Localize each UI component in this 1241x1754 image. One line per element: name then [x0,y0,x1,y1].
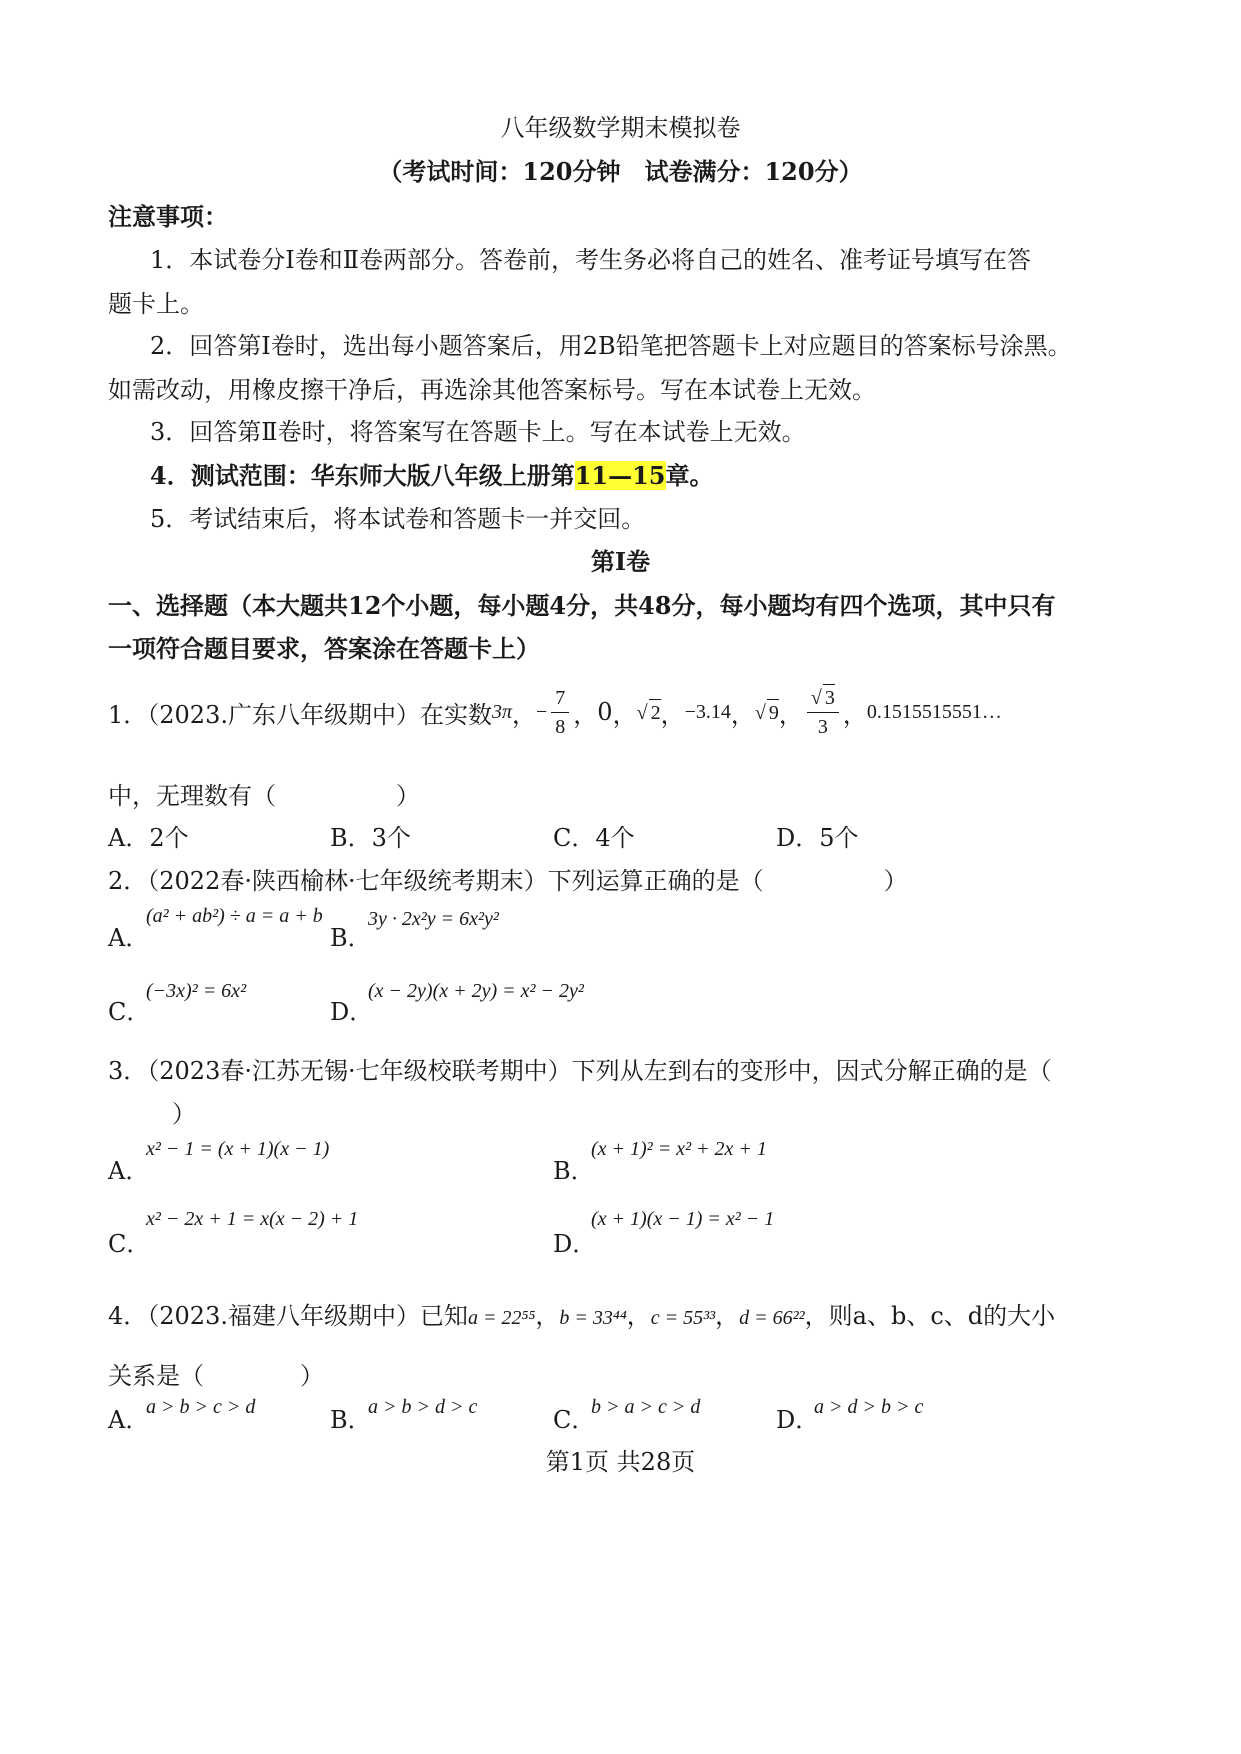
q1-frac1-num: 7 [551,684,569,713]
q4-prefix: 4．（2023.福建八年级期中）已知 [108,1302,468,1330]
q1-option-b: B．3个 [330,824,411,852]
q4-option-d-expr: a > d > b > c [814,1396,924,1418]
q2-option-c-expr: (−3x)² = 6x² [146,980,247,1002]
q2-option-c-label: C． [108,998,151,1026]
page-subtitle: （考试时间：120分钟 试卷满分：120分） [378,157,863,186]
q4-c: c = 55³³ [650,1307,716,1329]
volume-heading: 第Ⅰ卷 [590,547,651,576]
q4-suffix: ，则a、b、c、d的大小 [804,1302,1056,1330]
section1-line1: 一、选择题（本大题共12个小题，每小题4分，共48分，每小题均有四个选项，其中只有 [108,591,1056,620]
q2-option-a-label: A． [108,924,150,952]
section1-line2: 一项符合题目要求，答案涂在答题卡上） [108,634,540,663]
question-1: 1．（2023.广东八年级期中）在实数 3π ， − $\frac{7}{8}$ ， 0 ， √ 2 ， −3.14 ， √ 9 ， $\frac{√ 3}{3}$ ， 0.1515515551… [108,672,1002,752]
q2-option-b-expr: 3y · 2x²y = 6x²y² [368,908,499,930]
q1-3pi: 3π [491,700,513,723]
notice-5: 5．考试结束后，将本试卷和答题卡一并交回。 [150,505,646,533]
q4-option-a-expr: a > b > c > d [146,1396,256,1418]
q4-option-b-label: B． [330,1406,372,1434]
q3-option-a-label: A． [108,1157,150,1185]
q1-fraction-7-8 [551,684,569,741]
q1-frac2-den: 3 [817,715,828,738]
notice-1-line2: 题卡上。 [108,290,204,318]
q1-frac2-radicand: 3 [823,684,835,711]
q4-option-c-expr: b > a > c > d [591,1396,701,1418]
q1-neg-sign: − [536,700,548,723]
question-2: 2．（2022春·陕西榆林·七年级统考期末）下列运算正确的是（ ） [108,867,908,895]
question-3: 3．（2023春·江苏无锡·七年级校联考期中）下列从左到右的变形中，因式分解正确的是（ [108,1057,1052,1085]
q1-neg-314: −3.14 [684,700,731,723]
q1-sqrt9-radicand: 9 [767,699,779,726]
q2-option-b-label: B． [330,924,372,952]
q3-option-b-expr: (x + 1)² = x² + 2x + 1 [591,1138,767,1160]
page-footer: 第1页 共28页 [545,1448,696,1476]
q1-frac2-num: √ 3 [807,684,839,713]
q3-option-c-expr: x² − 2x + 1 = x(x − 2) + 1 [146,1208,359,1230]
q3-option-c-label: C． [108,1230,151,1258]
notice-4-suffix: 章。 [665,461,714,490]
q4-option-d-label: D． [776,1406,820,1434]
q4-line2: 关系是（ ） [108,1362,324,1390]
notice-heading: 注意事项： [108,202,228,231]
notice-2-line2: 如需改动，用橡皮擦干净后，再选涂其他答案标号。写在本试卷上无效。 [108,376,876,404]
notice-4-highlight: 11—15 [574,461,666,490]
q2-option-d-label: D． [330,998,374,1026]
q1-line2: 中，无理数有（ ） [108,782,420,810]
q1-decimal: 0.1515515551… [866,700,1002,723]
notice-1-line1: 1．本试卷分Ⅰ卷和Ⅱ卷两部分。答卷前，考生务必将自己的姓名、准考证号填写在答 [150,246,1032,274]
q1-zero: 0 [597,698,613,726]
q1-sqrt2-radicand: 2 [649,699,661,726]
q3-option-b-label: B． [553,1157,595,1185]
q1-option-c: C．4个 [553,824,635,852]
q3-option-d-label: D． [553,1230,597,1258]
page-title: 八年级数学期末模拟卷 [500,114,741,142]
q2-option-d-expr: (x − 2y)(x + 2y) = x² − 2y² [368,980,584,1002]
q1-prefix: 1．（2023.广东八年级期中）在实数 [108,700,492,729]
q4-a: a = 22⁵⁵ [467,1307,536,1329]
q4-d: d = 66²² [739,1307,805,1329]
notice-4-prefix: 4．测试范围：华东师大版八年级上册第 [150,461,575,490]
q4-b: b = 33⁴⁴ [559,1307,627,1329]
q3-option-d-expr: (x + 1)(x − 1) = x² − 1 [591,1208,775,1230]
q1-frac1-den: 8 [555,715,566,738]
q1-fraction-sqrt3-3 [807,684,839,741]
q1-option-a: A．2个 [108,824,189,852]
question-4: 4．（2023.福建八年级期中）已知a = 22⁵⁵，b = 33⁴⁴，c = 55³³，d = 66²²，则a、b、c、d的大小 [108,1302,1056,1330]
q4-option-a-label: A． [108,1406,150,1434]
q1-sqrt2: √ 2 [637,699,661,726]
notice-4 [150,456,714,491]
q3-option-a-expr: x² − 1 = (x + 1)(x − 1) [146,1138,330,1160]
q4-option-b-expr: a > b > d > c [368,1396,478,1418]
question-3-line2: ） [172,1100,196,1128]
q2-option-a-expr: (a² + ab²) ÷ a = a + b [146,905,323,927]
notice-3: 3．回答第Ⅱ卷时，将答案写在答题卡上。写在本试卷上无效。 [150,418,806,446]
notice-2-line1: 2．回答第Ⅰ卷时，选出每小题答案后，用2B铅笔把答题卡上对应题目的答案标号涂黑。 [150,332,1072,360]
q4-option-c-label: C． [553,1406,596,1434]
q1-sqrt9: √ 9 [755,699,779,726]
q1-option-d: D．5个 [776,824,859,852]
